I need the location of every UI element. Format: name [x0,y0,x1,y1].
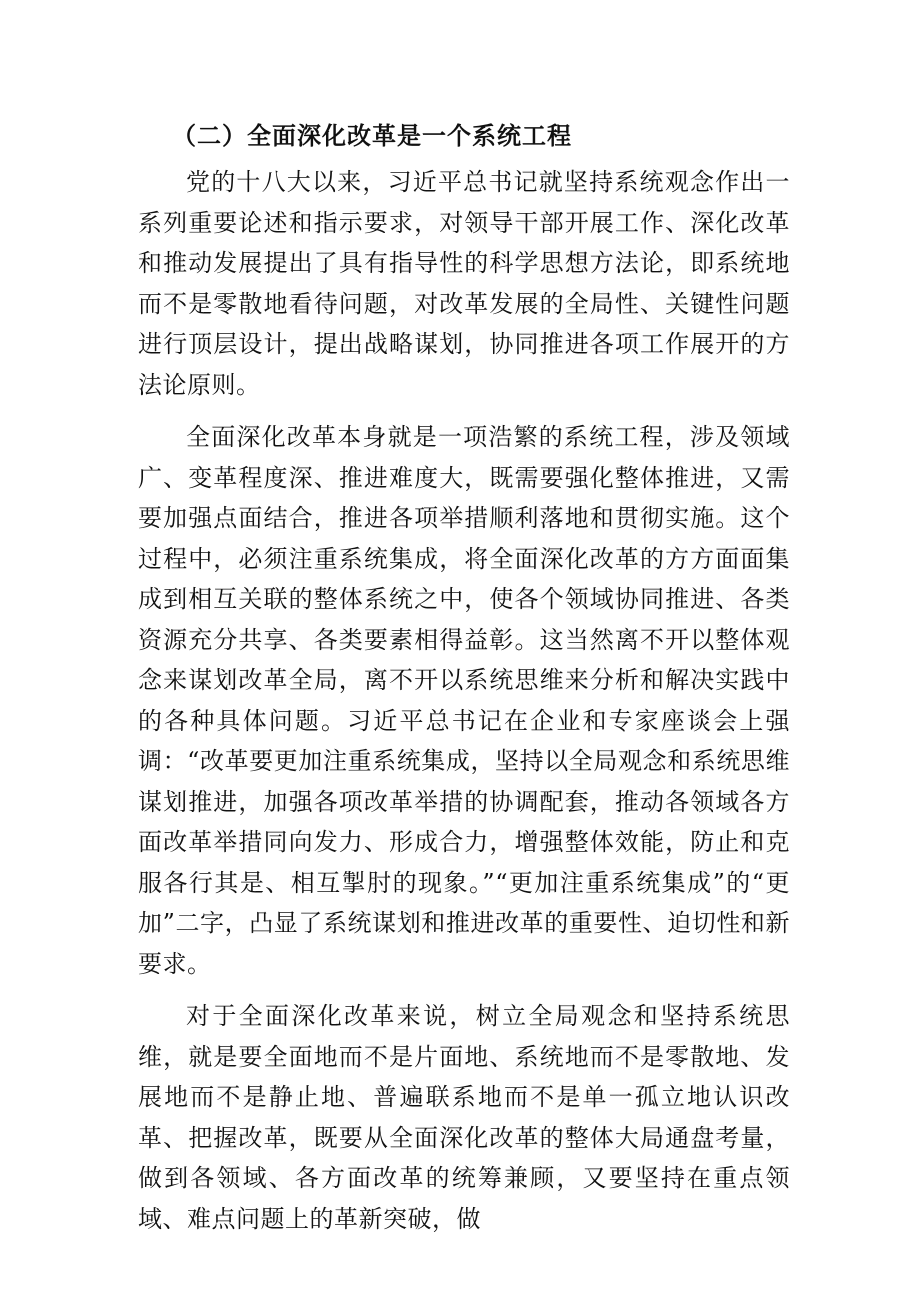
section-heading: （二）全面深化改革是一个系统工程 [172,122,572,150]
document-body [138,118,790,1251]
paragraph-2: 全面深化改革本身就是一项浩繁的系统工程，涉及领域广、变革程度深、推进难度大，既需要强化整体推进，又需要加强点面结合，推进各项举措顺利落地和贯彻实施。这个过程中，必须注重系统集成，将全面深化改革的方方面面集成到相互关联的整体系统之中，使各个领域协同推进、各类资源充分共享、各类要素相得益彰。这当然离不开以整体观念来谋划改革全局，离不开以系统思维来分析和解决实践中的各种具体问题。习近平总书记在企业和专家座谈会上强调：“改革要更加注重系统集成，坚持以全局观念和系统思维谋划推进，加强各项改革举措的协调配套，推动各领域各方面改革举措同向发力、形成合力，增强整体效能，防止和克服各行其是、相互掣肘的现象。”“更加注重系统集成”的“更加”二字，凸显了系统谋划和推进改革的重要性、迫切性和新要求。 [138,423,790,978]
paragraph-1: 党的十八大以来，习近平总书记就坚持系统观念作出一系列重要论述和指示要求，对领导干部开展工作、深化改革和推动发展提出了具有指导性的科学思想方法论，即系统地而不是零散地看待问题，对改革发展的全局性、关键性问题进行顶层设计，提出战略谋划，协同推进各项工作展开的方法论原则。 [138,168,790,399]
paragraph-3: 对于全面深化改革来说，树立全局观念和坚持系统思维，就是要全面地而不是片面地、系统地而不是零散地、发展地而不是静止地、普遍联系地而不是单一孤立地认识改革、把握改革，既要从全面深化改革的整体大局通盘考量，做到各领域、各方面改革的统筹兼顾，又要坚持在重点领域、难点问题上的革新突破，做 [138,1002,790,1233]
